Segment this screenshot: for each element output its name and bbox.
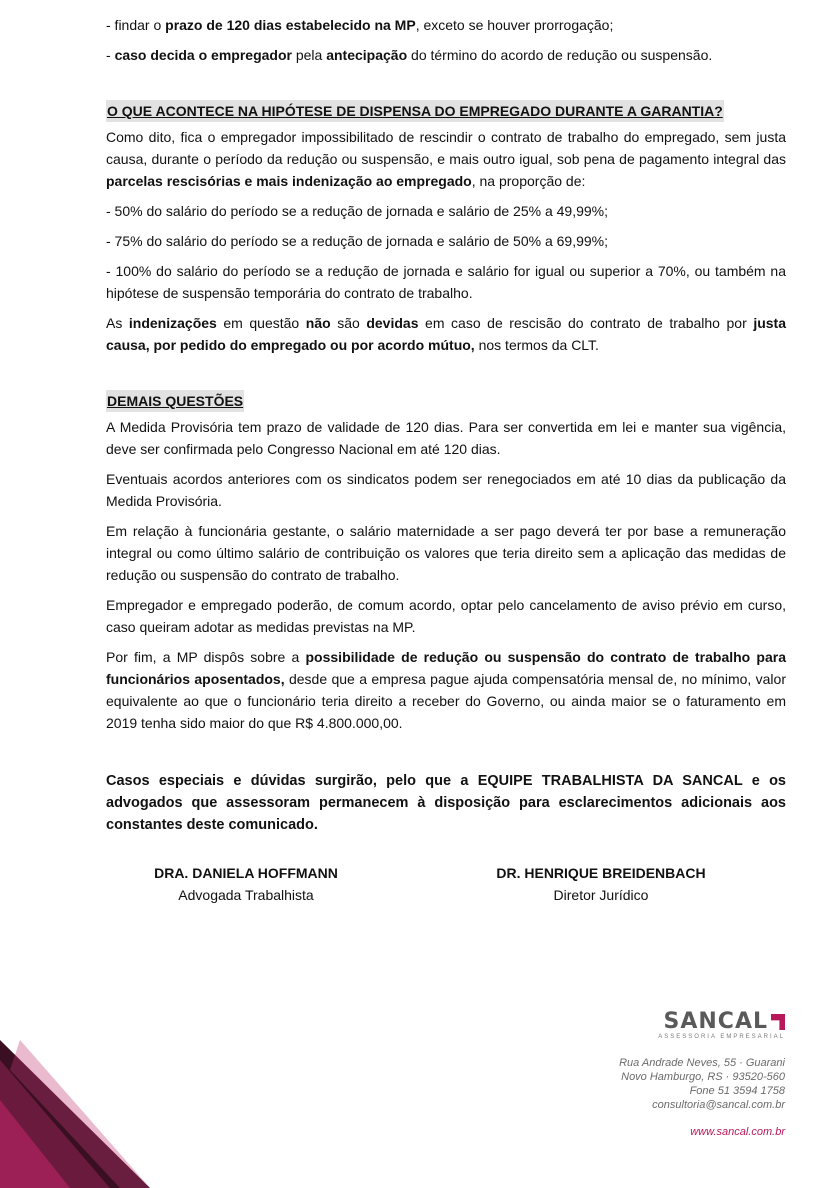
paragraph: - 100% do salário do período se a redução de jornada e salário for igual ou superior a 70%, ou também na hipótese de suspensão temporária do contrato de trabalho.: [106, 263, 786, 301]
signature-name: DR. HENRIQUE BREIDENBACH: [496, 865, 706, 881]
paragraph: Por fim, a MP dispôs sobre a possibilidade de redução ou suspensão do contrato de trabalho para funcionários aposentados, desde que a empresa pague ajuda compensatória mensal de, no mínimo, valor equivalente ao que o funcionário teria direito a receber do Governo, ou ainda maior se o faturamento em 2019 tenha sido maior do que R$ 4.800.000,00.: [106, 649, 786, 731]
paragraph: Como dito, fica o empregador impossibilitado de rescindir o contrato de trabalho do empregado, sem justa causa, durante o período da redução ou suspensão, e mais outro igual, sob pena de pagamento integral das parcelas rescisórias e mais indenização ao empregado, na proporção de:: [106, 129, 786, 189]
paragraph: A Medida Provisória tem prazo de validade de 120 dias. Para ser convertida em lei e manter sua vigência, deve ser confirmada pelo Congresso Nacional em até 120 dias.: [106, 419, 786, 457]
phone-number: Fone 51 3594 1758: [689, 1085, 785, 1097]
logo-tagline: ASSESSORIA EMPRESARIAL: [658, 1034, 785, 1040]
section-heading: DEMAIS QUESTÕES: [106, 390, 244, 412]
signature-block: [96, 862, 396, 906]
signature-block: [451, 862, 751, 906]
paragraph: Eventuais acordos anteriores com os sindicatos podem ser renegociados em até 10 dias da publicação da Medida Provisória.: [106, 471, 786, 509]
signature-role: Diretor Jurídico: [553, 887, 649, 903]
email-address: consultoria@sancal.com.br: [652, 1099, 785, 1111]
paragraph: - 50% do salário do período se a redução de jornada e salário de 25% a 49,99%;: [106, 203, 609, 219]
signature-name: DRA. DANIELA HOFFMANN: [154, 865, 338, 881]
paragraph: As indenizações em questão não são devidas em caso de rescisão do contrato de trabalho por justa causa, por pedido do empregado ou por acordo mútuo, nos termos da CLT.: [106, 315, 786, 353]
decorative-corner: [0, 1040, 150, 1188]
paragraph: - findar o prazo de 120 dias estabelecido na MP, exceto se houver prorrogação;: [106, 17, 614, 33]
website-link[interactable]: www.sancal.com.br: [690, 1126, 785, 1138]
address-line: Novo Hamburgo, RS · 93520-560: [621, 1071, 785, 1083]
company-footer: [560, 1010, 785, 1138]
paragraph: - 75% do salário do período se a redução de jornada e salário de 50% a 69,99%;: [106, 233, 609, 249]
logo-mark-icon: [771, 1014, 785, 1030]
company-address: [560, 1056, 785, 1112]
paragraph: Empregador e empregado poderão, de comum acordo, optar pelo cancelamento de aviso prévio em curso, caso queiram adotar as medidas previstas na MP.: [106, 597, 786, 635]
section-heading: O QUE ACONTECE NA HIPÓTESE DE DISPENSA DO EMPREGADO DURANTE A GARANTIA?: [106, 100, 724, 122]
paragraph: Em relação à funcionária gestante, o salário maternidade a ser pago deverá ter por base a remuneração integral ou como último salário de contribuição os valores que teria direito sem a aplicação das medidas de redução ou suspensão do contrato de trabalho.: [106, 523, 786, 583]
closing-statement: Casos especiais e dúvidas surgirão, pelo que a EQUIPE TRABALHISTA DA SANCAL e os advogados que assessoram permanecem à disposição para esclarecimentos adicionais aos constantes deste comunicado.: [106, 773, 786, 833]
document-body: [106, 14, 786, 836]
paragraph: - caso decida o empregador pela antecipação do término do acordo de redução ou suspensão.: [106, 47, 713, 63]
company-logo: SANCAL: [560, 1010, 785, 1034]
signature-role: Advogada Trabalhista: [178, 887, 314, 903]
address-line: Rua Andrade Neves, 55 · Guarani: [619, 1057, 785, 1069]
